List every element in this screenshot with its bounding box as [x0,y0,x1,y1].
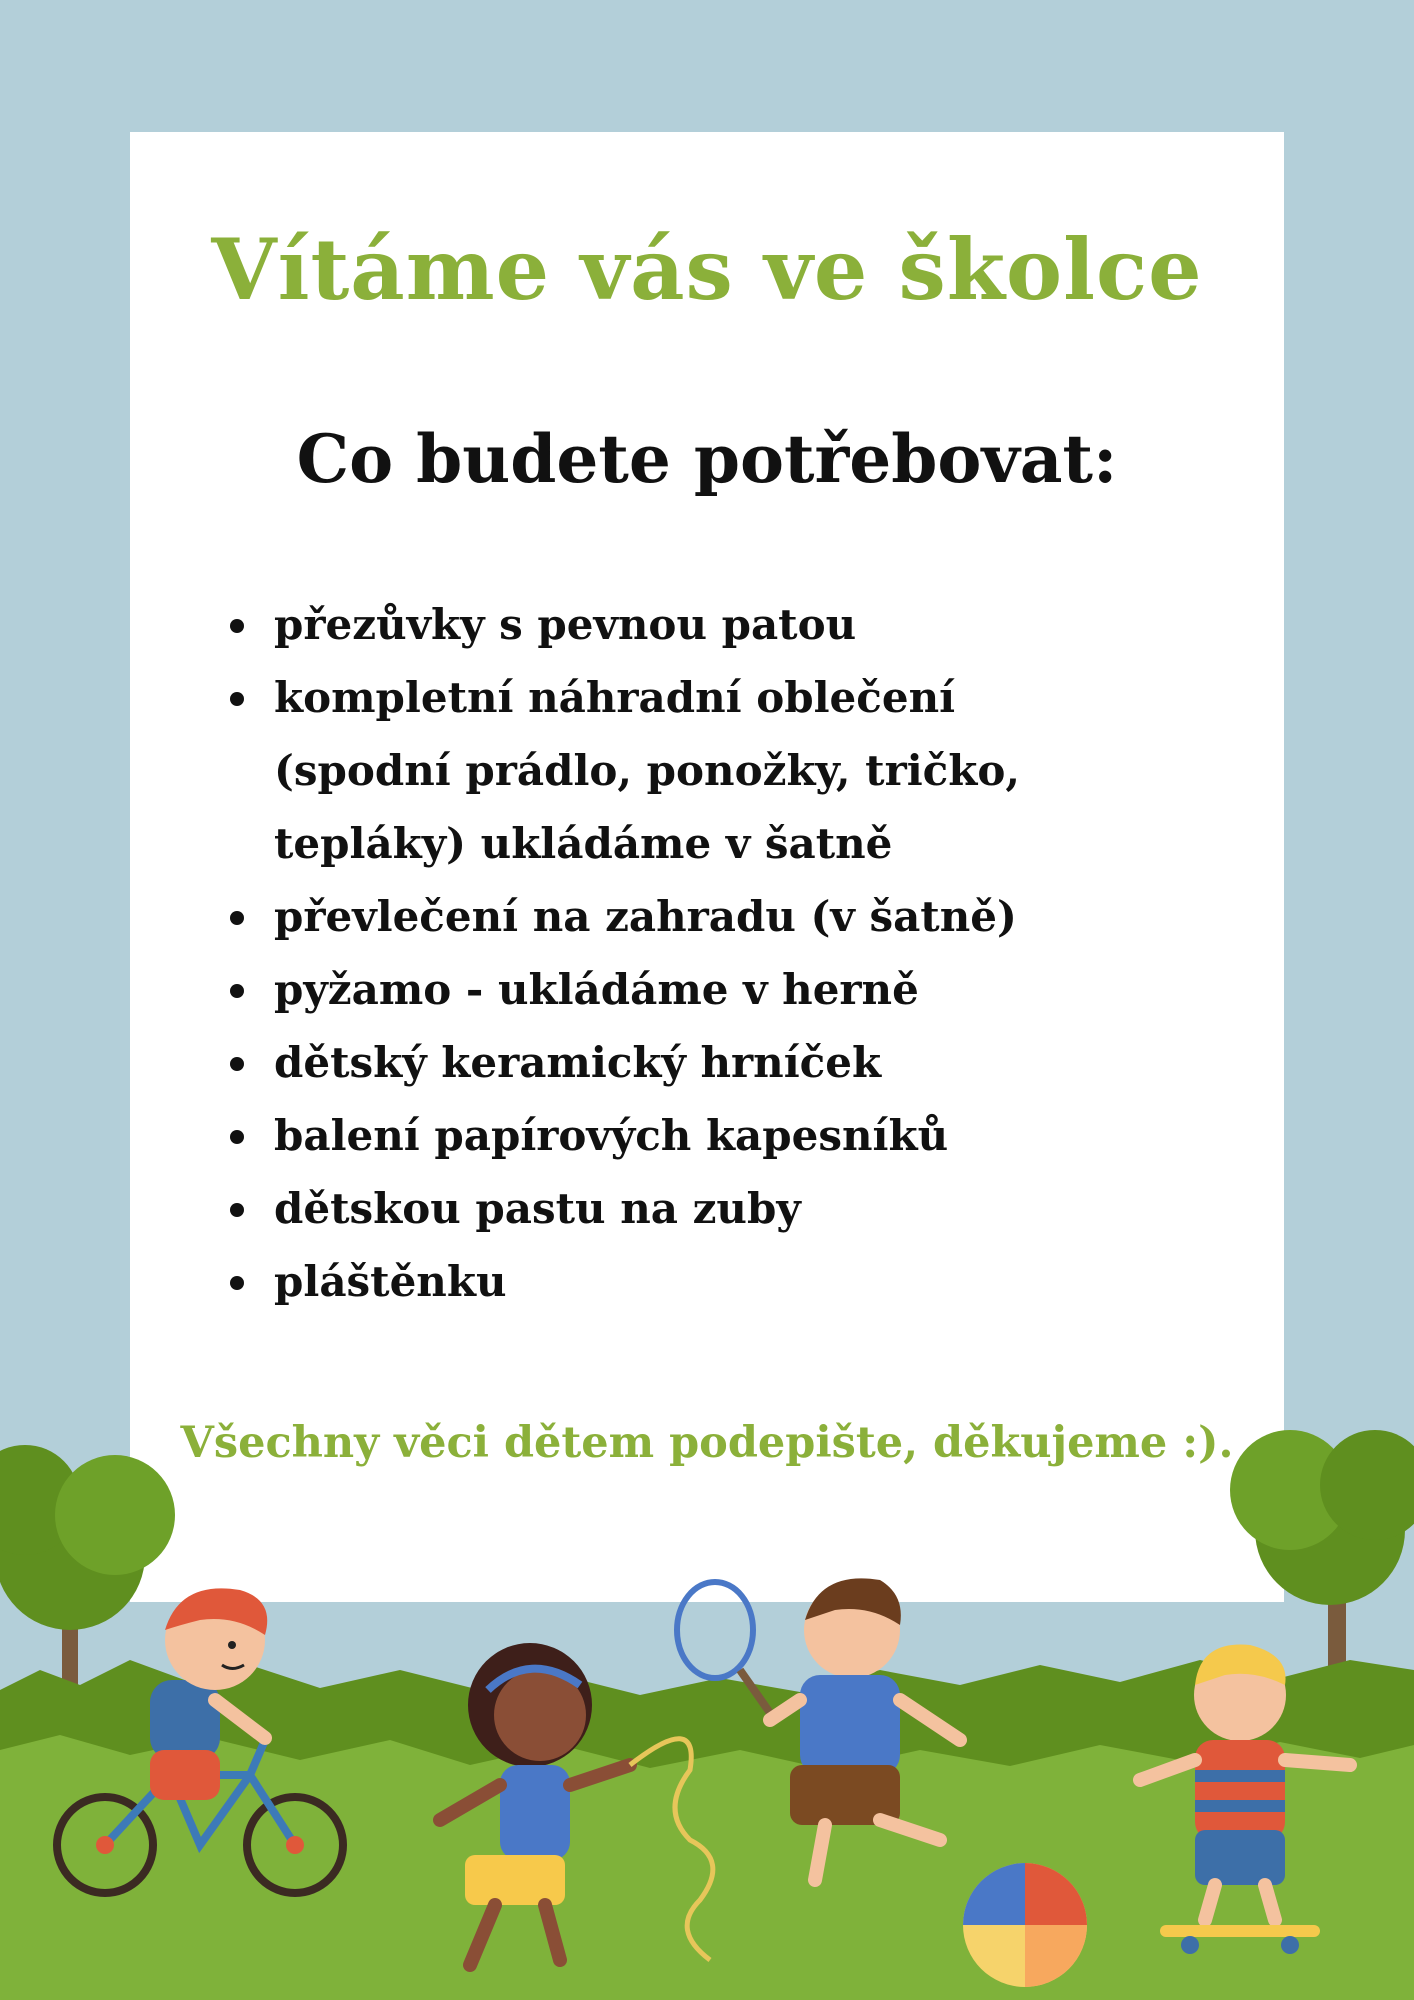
signing-note: Všechny věci dětem podepište, děkujeme :). [180,1418,1234,1468]
list-item-text: balení papírových kapesníků [274,1111,949,1160]
list-item-text: pyžamo - ukládáme v herně [274,965,919,1014]
bullet-icon [230,911,244,925]
bullet-icon [230,1276,244,1290]
list-item [230,661,1130,880]
list-item [230,1172,1130,1245]
list-item-text: převlečení na zahradu (v šatně) [274,892,1017,941]
list-item [230,588,1130,661]
supplies-list [230,588,1130,1318]
list-item [230,880,1130,953]
bullet-icon [230,1130,244,1144]
bullet-icon [230,984,244,998]
list-item-text: kompletní náhradní oblečení (spodní prádlo, ponožky, tričko, tepláky) ukládáme v šatně [274,673,1020,868]
bullet-icon [230,1203,244,1217]
bullet-icon [230,1057,244,1071]
list-item [230,1026,1130,1099]
ball-icon [963,1863,1087,1987]
list-item-text: přezůvky s pevnou patou [274,600,857,649]
bullet-icon [230,619,244,633]
list-item [230,1099,1130,1172]
list-item-text: pláštěnku [274,1257,507,1306]
page-subtitle: Co budete potřebovat: [296,420,1118,498]
list-item-text: dětský keramický hrníček [274,1038,882,1087]
list-item [230,1245,1130,1318]
page-title: Vítáme vás ve školce [211,220,1203,319]
bullet-icon [230,692,244,706]
list-item-text: dětskou pastu na zuby [274,1184,801,1233]
playground-illustration [0,1420,1414,2000]
list-item [230,953,1130,1026]
